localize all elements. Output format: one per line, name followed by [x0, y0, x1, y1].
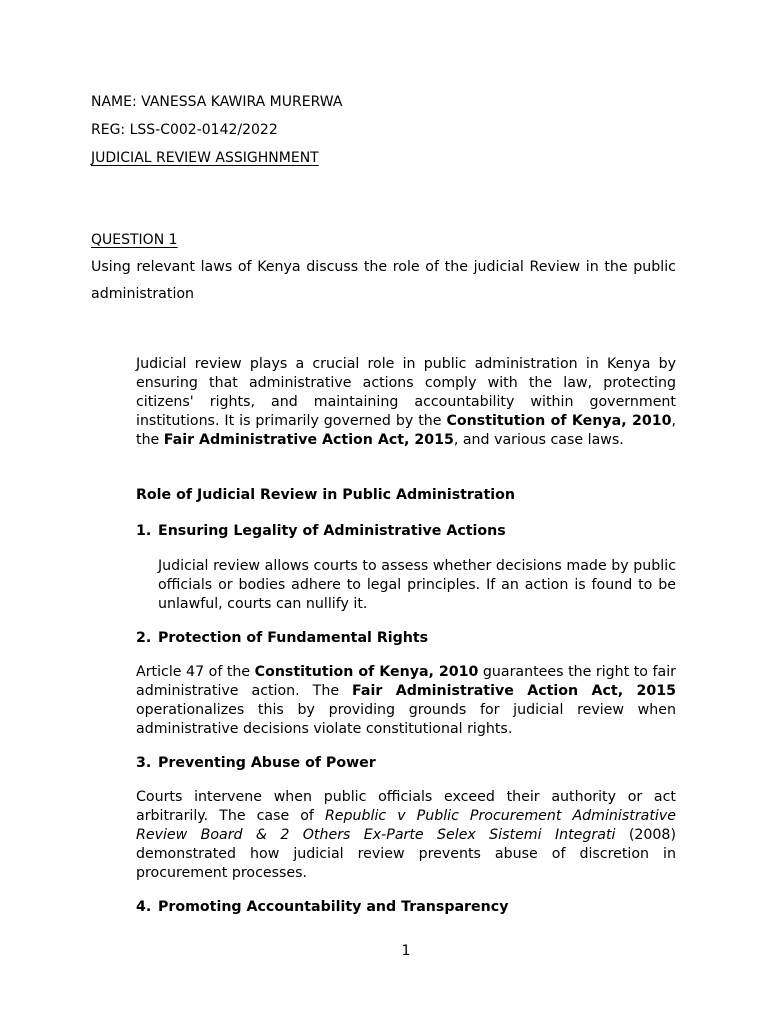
case-citation: Republic v Public Procurement Administrative Review Board & 2 Others Ex-Parte Selex Sistemi Integrati — [136, 808, 676, 843]
point-2-heading: 2. Protection of Fundamental Rights — [136, 630, 429, 646]
intro-bold-constitution: Constitution of Kenya, 2010 — [446, 413, 672, 429]
question-label: QUESTION 1 — [91, 232, 178, 248]
point-1-heading: 1. Ensuring Legality of Administrative Actions — [136, 523, 506, 539]
assignment-title: JUDICIAL REVIEW ASSIGHNMENT — [91, 150, 319, 166]
page-number: 1 — [401, 943, 411, 959]
point-3-body: Courts intervene when public officials exceed their authority or act arbitrarily. The case of Republic v Public Procurement Administrative Review Board & 2 Others Ex-Parte Selex Sistemi Integrati (2008) demonstrated how judicial review prevents abuse of discretion in procurement processes. — [136, 789, 676, 881]
question-text: Using relevant laws of Kenya discuss the role of the judicial Review in the public administration — [91, 259, 676, 302]
intro-paragraph: Judicial review plays a crucial role in public administration in Kenya by ensuring that administrative actions comply with the law, protecting citizens' rights, and maintaining accountability within government institutions. It is primarily governed by the Constitution of Kenya, 2010, the Fair Administrative Action Act, 2015, and various case laws. — [136, 356, 676, 448]
point-4-heading: 4. Promoting Accountability and Transparency — [136, 899, 509, 915]
point-2-body: Article 47 of the Constitution of Kenya, 2010 guarantees the right to fair administrative action. The Fair Administrative Action Act, 2015 operationalizes this by providing grounds for judicial review when administrative decisions violate constitutional rights. — [136, 664, 676, 737]
intro-bold-fair-act: Fair Administrative Action Act, 2015 — [163, 432, 454, 448]
registration-number: REG: LSS-C002-0142/2022 — [91, 122, 278, 138]
student-name: NAME: VANESSA KAWIRA MURERWA — [91, 94, 343, 110]
point-3-heading: 3. Preventing Abuse of Power — [136, 755, 376, 771]
point-1-body: Judicial review allows courts to assess whether decisions made by public officials or bodies adhere to legal principles. If an action is found to be unlawful, courts can nullify it. — [158, 558, 676, 612]
section-heading: Role of Judicial Review in Public Administration — [136, 487, 515, 503]
